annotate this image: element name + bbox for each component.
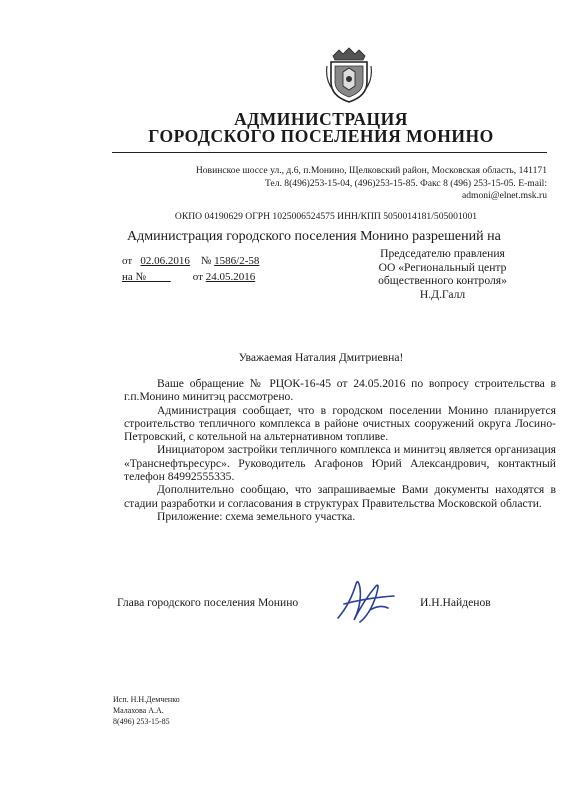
recipient-name: Н.Д.Галл — [419, 287, 466, 301]
signatory-name: И.Н.Найденов — [420, 596, 491, 609]
recipient-line2: ОО «Региональный центр — [378, 260, 507, 274]
header-divider — [112, 152, 547, 153]
executor-block — [113, 694, 180, 727]
signatory-title: Глава городского поселения Монино — [117, 596, 299, 609]
salutation: Уважаемая Наталия Дмитриевна! — [238, 351, 404, 364]
address-line3: admoni@elnet.msk.ru — [461, 190, 547, 201]
label-ot: от — [122, 255, 133, 267]
incoming-date: 24.05.2016 — [205, 271, 256, 283]
executor-line1: Исп. Н.Н.Демченко — [113, 695, 180, 704]
org-codes: ОКПО 04190629 ОГРН 1025006524575 ИНН/КПП 5050014181/505001001 — [174, 211, 478, 222]
registration-stamp: Администрация городского поселения Монино разрешений на — [127, 229, 501, 244]
executor-line2: Малахова А.А. — [113, 706, 164, 715]
incoming-number-blank — [146, 271, 171, 283]
recipient-block — [340, 247, 545, 301]
letter-body — [124, 377, 556, 523]
body-paragraph-5: Приложение: схема земельного участка. — [157, 509, 356, 523]
org-name-line1: АДМИНИСТРАЦИЯ — [234, 109, 408, 129]
address-block — [127, 165, 547, 203]
recipient-line3: общественного контроля» — [378, 274, 507, 287]
body-paragraph-2: Администрация сообщает, что в городском поселении Монино планируется строительство тепличного комплекса в районе очистных сооружений округа Лосино-Петровский, с котельной на альтернативном топливе. — [124, 403, 556, 444]
org-name-line2: ГОРОДСКОГО ПОСЕЛЕНИЯ МОНИНО — [148, 126, 494, 146]
address-line2: Тел. 8(496)253-15-04, (496)253-15-85. Факс 8 (496) 253-15-05. E-mail: — [264, 177, 547, 189]
label-ot-2: от — [192, 271, 203, 283]
handwritten-signature — [330, 574, 400, 626]
outgoing-number-row — [122, 255, 259, 267]
recipient-line1: Председателю правления — [380, 247, 505, 260]
body-paragraph-3: Инициатором застройки тепличного комплекса и минитэц является организация «Транснефтьресурс». Руководитель Агафонов Юрий Александрович, контактный телефон 84992555335. — [124, 443, 556, 484]
address-line1: Новинское шоссе ул., д.6, п.Монино, Щелковский район, Московская область, 141171 — [195, 165, 547, 176]
outgoing-date: 02.06.2016 — [140, 255, 190, 267]
executor-phone: 8(496) 253-15-85 — [113, 717, 170, 726]
incoming-number-row — [122, 271, 255, 283]
coat-of-arms-icon — [325, 46, 373, 104]
label-number: № — [200, 255, 212, 267]
label-na-number: на № — [122, 271, 147, 283]
outgoing-number: 1586/2-58 — [214, 255, 260, 267]
body-paragraph-4: Дополнительно сообщаю, что запрашиваемые Вами документы находятся в стадии разработки и согласования в структурах Правительства Московской области. — [124, 483, 556, 510]
body-paragraph-1: Ваше обращение № РЦОК-16-45 от 24.05.2016 по вопросу строительства в г.п.Монино минитэц рассмотрено. — [124, 377, 556, 404]
